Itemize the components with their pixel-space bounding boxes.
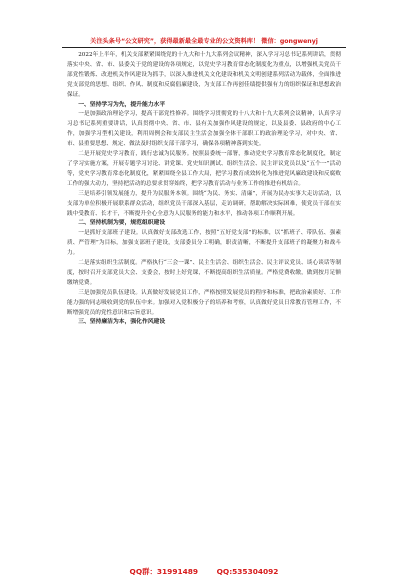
section-heading: 三、坚持廉洁为本，强化作风建设 (78, 319, 166, 326)
footer-qq-group: QQ群：31991489 (129, 567, 199, 576)
document-body (67, 51, 341, 563)
page-header-promo: 关注头条号“公文研究”，获得最新最全最专业的公文资料库！ 微信：gongwenyj (90, 38, 318, 45)
body-paragraph: 2022年上半年，机关支部紧紧围绕党的十九大和十九大系列会议精神，深入学习习总书记系列讲话，贯彻落实中央、省、市、县委关于党的建设的各项规定，以党史学习教育常态化制度化为重点，以增强机关党员干部党性锻炼、改进机关作风建设为抓手，以深入推进机关文化建设和机关文明创建系列活动为载体，全面推进党支部党的思想、组织、作风、制度和反腐倡廉建设，为支部工作再创佳绩提供强有力的组织保证和思想政治保证。 (67, 52, 341, 98)
body-paragraph: 三是加强党员队伍建设。认真做好发展党员工作，严格按照发展党员的程序和标准，把政治素质好、工作能力强的同志吸收到党的队伍中来。加强对入党积极分子的培养和考察，认真做好党员日常教育管理工作，不断增强党员的党性意识和宗旨意识。 (67, 289, 341, 316)
section-heading: 二、坚持机制为要，规范组织建设 (78, 220, 166, 227)
section-heading: 一、坚持学习为先，提升能力水平 (78, 101, 166, 108)
body-paragraph: 一是加强政治理论学习，提高干部党性修养。围绕学习贯彻党的十八大和十九大系列会议精神，认真学习习总书记系列重要讲话，认真贯彻中央、省、市、县有关加强作风建设的规定，以及县委、县政府的中心工作，加强学习型机关建设，利用周例会和支部民主生活会加强全体干部职工的政治理论学习，对中央、省、市、县重要思想、规定、做法及时组织支部干部学习，确保各项精神落到实处。 (67, 111, 341, 148)
body-paragraph: 三是培养引领发展能力，提升为民服务本领。围绕“为民、务实、清廉”，开展为民办实事大走访活动，以支部为单位积极开展联系群众活动，组织党员干部深入基层，走访调研，帮助解决实际困难，使党员干部在实践中受教育、长才干，不断提升全心全意为人民服务的能力和水平，推动各项工作顺利开展。 (67, 190, 341, 217)
body-paragraph: 二是落实组织生活制度。严格执行“三会一课”、民主生活会、组织生活会、民主评议党员、谈心谈话等制度，按时召开支部党员大会、支委会，按时上好党课，不断提高组织生活质量。严格党费收缴，做到按月足额缴纳党费。 (67, 260, 341, 286)
body-paragraph: 二是开展党史学习教育，践行忠诚为民服务。按照县委统一部署，推动党史学习教育常态化制度化，制定了学习实施方案，开展专题学习讨论、讲党课、党史知识测试、组织生活会、民主评议党员以及“五个一”活动等，党史学习教育常态化制度化，紧紧围绕全县工作大局，把学习教育成效转化为推进党风廉政建设和反腐败工作的强大动力，坚持把活动的总要求贯穿始终，把学习教育活动与业务工作的推进有机结合。 (67, 151, 341, 187)
footer-qq-contact: QQ:535304092 (216, 567, 279, 576)
page-footer (0, 566, 408, 577)
body-paragraph: 一是抓好支部班子建设。认真做好支部改选工作，按照“五好党支部”的标准，以“抓班子、带队伍、强素质、严管理”为目标，加强支部班子建设，支部委员分工明确，职责清晰，不断提升支部班子的凝聚力和战斗力。 (67, 230, 341, 257)
header-divider (62, 47, 346, 48)
